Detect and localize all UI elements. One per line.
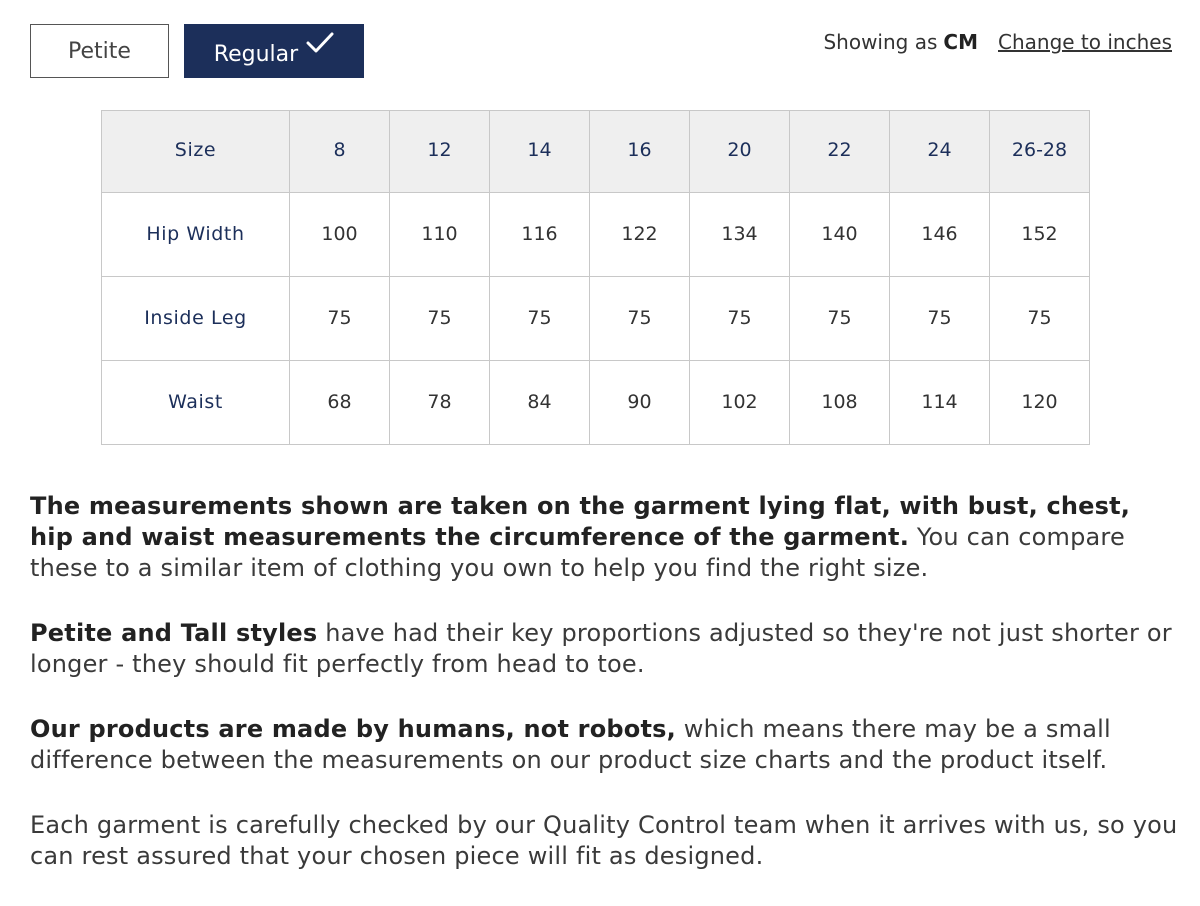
note-paragraph [30,618,1180,680]
change-to-inches-link[interactable]: Change to inches [998,30,1172,54]
note-paragraph [30,714,1180,776]
size-header-cell: 26-28 [990,111,1090,193]
size-header-label: Size [102,111,290,193]
petite-button-label: Petite [68,38,131,64]
table-cell: 68 [290,361,390,445]
note-bold: Petite and Tall styles [30,619,318,647]
note-paragraph [30,491,1180,584]
table-cell: 75 [790,277,890,361]
row-label: Inside Leg [102,277,290,361]
size-header-cell: 22 [790,111,890,193]
note-text: have had their key proportions adjusted so they're not just shorter or longer - they should fit perfectly from head to toe. [30,619,1172,678]
note-bold: The measurements shown are taken on the garment lying flat, with bust, chest, hip and waist measurements the circumference of the garment. [30,492,1131,551]
table-cell: 100 [290,193,390,277]
table-cell: 75 [890,277,990,361]
table-cell: 84 [490,361,590,445]
checkmark-icon [306,32,334,60]
note-bold: Our products are made by humans, not robots, [30,715,676,743]
unit-selector [823,30,1172,54]
note-text: which means there may be a small difference between the measurements on our product size charts and the product itself. [30,715,1111,774]
table-cell: 78 [390,361,490,445]
table-cell: 116 [490,193,590,277]
table-cell: 108 [790,361,890,445]
waist-row [102,361,1090,445]
table-cell: 102 [690,361,790,445]
inside-leg-row [102,277,1090,361]
table-cell: 75 [990,277,1090,361]
note-text: You can compare these to a similar item of clothing you own to help you find the right size. [30,523,1125,582]
row-label: Hip Width [102,193,290,277]
regular-button[interactable] [184,24,364,78]
table-cell: 75 [590,277,690,361]
note-paragraph [30,810,1180,872]
table-cell: 75 [490,277,590,361]
hip-width-row [102,193,1090,277]
size-header-cell: 14 [490,111,590,193]
table-cell: 146 [890,193,990,277]
table-cell: 75 [390,277,490,361]
petite-button[interactable] [30,24,169,78]
regular-button-label: Regular [213,41,299,67]
size-header-cell: 24 [890,111,990,193]
table-cell: 90 [590,361,690,445]
table-cell: 75 [290,277,390,361]
size-header-cell: 8 [290,111,390,193]
note-text: Each garment is carefully checked by our Quality Control team when it arrives with us, so you can rest assured that your chosen piece will fit as designed. [30,811,1178,870]
size-notes [30,491,1180,906]
size-header-cell: 20 [690,111,790,193]
table-cell: 120 [990,361,1090,445]
table-cell: 134 [690,193,790,277]
size-header-cell: 16 [590,111,690,193]
table-cell: 122 [590,193,690,277]
showing-as-label: Showing as [823,30,938,54]
table-cell: 75 [690,277,790,361]
table-cell: 114 [890,361,990,445]
table-cell: 140 [790,193,890,277]
table-cell: 110 [390,193,490,277]
size-header-row [102,111,1090,193]
current-unit: CM [943,30,978,54]
size-chart-table [101,110,1090,445]
size-header-cell: 12 [390,111,490,193]
table-cell: 152 [990,193,1090,277]
row-label: Waist [102,361,290,445]
